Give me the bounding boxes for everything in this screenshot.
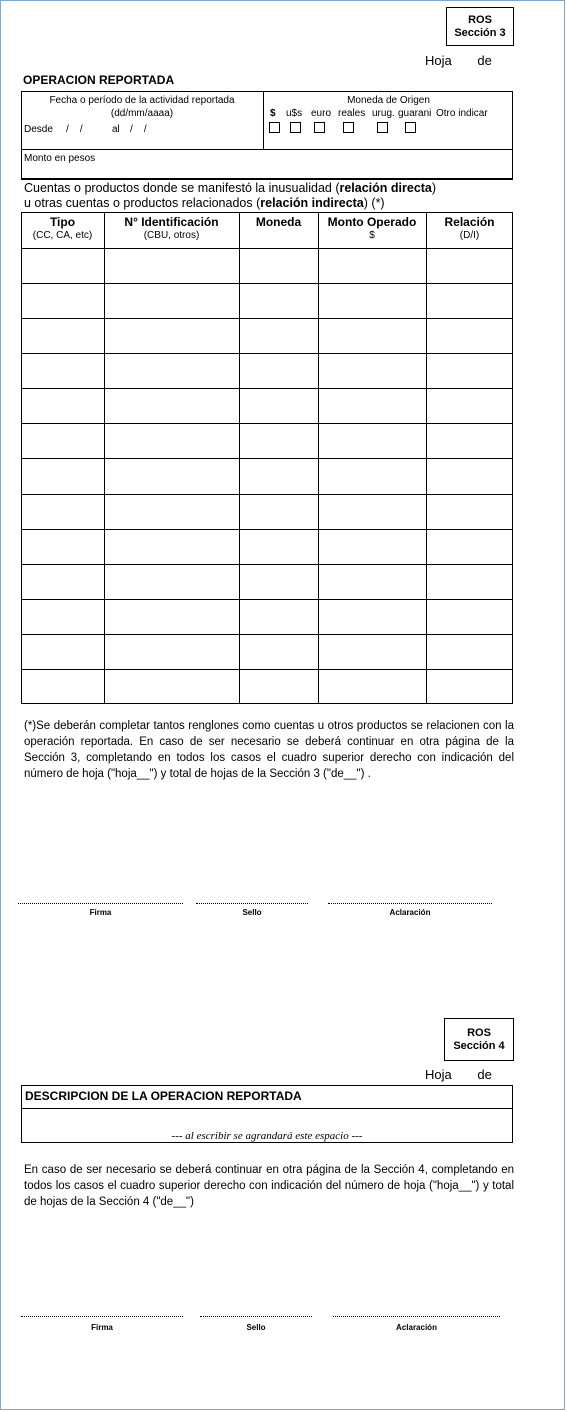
col-title-tipo: Tipo <box>49 215 76 229</box>
checkbox-guarani[interactable] <box>405 122 416 133</box>
al-label: al <box>112 124 120 135</box>
checkbox-euro[interactable] <box>314 122 325 133</box>
hoja-label-4: Hoja <box>425 1067 452 1082</box>
section-label-4: Sección 4 <box>453 1039 505 1052</box>
fecha-label-2: (dd/mm/aaaa) <box>110 108 174 119</box>
checkbox-dollar[interactable] <box>269 122 280 133</box>
desde-date-field[interactable]: / / <box>66 124 83 135</box>
section-label: Sección 3 <box>454 26 506 39</box>
table-row[interactable] <box>22 495 512 529</box>
sello-line <box>196 903 308 904</box>
de-label-4: de <box>477 1067 492 1082</box>
table-row[interactable] <box>22 530 512 564</box>
fecha-label-1: Fecha o período de la actividad reportada <box>49 95 235 106</box>
section4-title: DESCRIPCION DE LA OPERACION REPORTADA <box>25 1089 302 1103</box>
col-title-moneda: Moneda <box>255 215 302 229</box>
aclaracion-line <box>328 903 492 904</box>
col-sub-monto: $ <box>369 230 375 241</box>
sello-line-4 <box>200 1316 312 1317</box>
col-header-tipo <box>21 216 104 242</box>
table-row[interactable] <box>22 284 512 318</box>
cuentas-line2-close: ) (*) <box>363 196 385 210</box>
descripcion-placeholder: --- al escribir se agrandará este espacio --- <box>171 1130 363 1142</box>
cuentas-line-1 <box>24 181 436 195</box>
moneda-title: Moneda de Origen <box>347 95 430 106</box>
hoja-label: Hoja <box>425 53 452 68</box>
cuentas-line1-text: Cuentas o productos donde se manifestó la inusualidad ( <box>24 181 340 195</box>
aclaracion-label: Aclaración <box>389 908 431 917</box>
sello-label: Sello <box>242 908 262 917</box>
table-row[interactable] <box>22 459 512 493</box>
col-title-relacion: Relación <box>444 215 495 229</box>
sello-label-4: Sello <box>246 1323 266 1332</box>
col-sub-relacion: (D/I) <box>459 230 480 241</box>
col-sub-identificacion: (CBU, otros) <box>143 230 200 241</box>
table-row[interactable] <box>22 670 512 704</box>
currency-euro: euro <box>311 108 332 119</box>
firma-line-4 <box>21 1316 183 1317</box>
col-sub-tipo: (CC, CA, etc) <box>32 230 93 241</box>
col-header-identificacion <box>104 216 239 242</box>
checkbox-urug[interactable] <box>377 122 388 133</box>
ros-section3-box <box>446 7 514 46</box>
col-header-relacion <box>426 216 513 242</box>
cuentas-line-2 <box>24 196 385 210</box>
col-title-identificacion: N° Identificación <box>124 215 219 229</box>
table-row[interactable] <box>22 354 512 388</box>
table-outer-top <box>21 179 513 180</box>
relacion-indirecta-text: relación indirecta <box>260 196 364 210</box>
col-header-monto <box>318 216 426 242</box>
cuentas-line2-text: u otras cuentas o productos relacionados ( <box>24 196 261 210</box>
section3-title: OPERACION REPORTADA <box>23 73 175 87</box>
currency-otro: Otro indicar <box>436 108 488 119</box>
desde-label: Desde <box>24 124 53 135</box>
col-header-moneda <box>239 216 318 229</box>
currency-reales: reales <box>338 108 366 119</box>
table-row[interactable] <box>22 600 512 634</box>
currency-guarani: guarani <box>398 108 432 119</box>
checkbox-usd[interactable] <box>290 122 301 133</box>
table-row[interactable] <box>22 249 512 283</box>
de-label: de <box>477 53 492 68</box>
table-row[interactable] <box>22 424 512 458</box>
section4-note: En caso de ser necesario se deberá continuar en otra página de la Sección 4, completando en todos los casos el cuadro superior derecho con indicación del número de hoja ("hoja__") y total de hojas de la Sección 4 ("de__") <box>24 1164 514 1208</box>
currency-urug: urug. <box>372 108 395 119</box>
monto-pesos-label: Monto en pesos <box>24 153 96 164</box>
table-row[interactable] <box>22 565 512 599</box>
ros-section4-box <box>444 1018 514 1061</box>
aclaracion-label-4: Aclaración <box>396 1323 437 1332</box>
relacion-directa-text: relación directa <box>339 181 432 195</box>
col-title-monto: Monto Operado <box>327 215 417 229</box>
aclaracion-line-4 <box>333 1316 500 1317</box>
currency-dollar: $ <box>270 108 276 119</box>
checkbox-reales[interactable] <box>343 122 354 133</box>
table-row[interactable] <box>22 319 512 353</box>
section3-note: (*)Se deberán completar tantos renglones como cuentas u otros productos se relacionen con la operación reportada. En caso de ser necesario se deberá continuar en otra página de la Sección 3, completando en todos los casos el cuadro superior derecho con indicación del número de hoja ("hoja__") y total de hojas de la Sección 3 ("de__") . <box>24 720 514 780</box>
firma-label: Firma <box>89 908 112 917</box>
currency-usd: u$s <box>286 108 303 119</box>
firma-label-4: Firma <box>91 1323 113 1332</box>
table-row[interactable] <box>22 389 512 423</box>
hoja-indicator <box>425 53 492 68</box>
cuentas-line1-close: ) <box>431 181 437 195</box>
ros-label-4: ROS <box>467 1026 491 1039</box>
hoja-indicator-4 <box>425 1067 492 1082</box>
ros-label: ROS <box>468 13 492 26</box>
firma-line <box>18 903 183 904</box>
al-date-field[interactable]: / / <box>130 124 147 135</box>
table-row[interactable] <box>22 635 512 669</box>
